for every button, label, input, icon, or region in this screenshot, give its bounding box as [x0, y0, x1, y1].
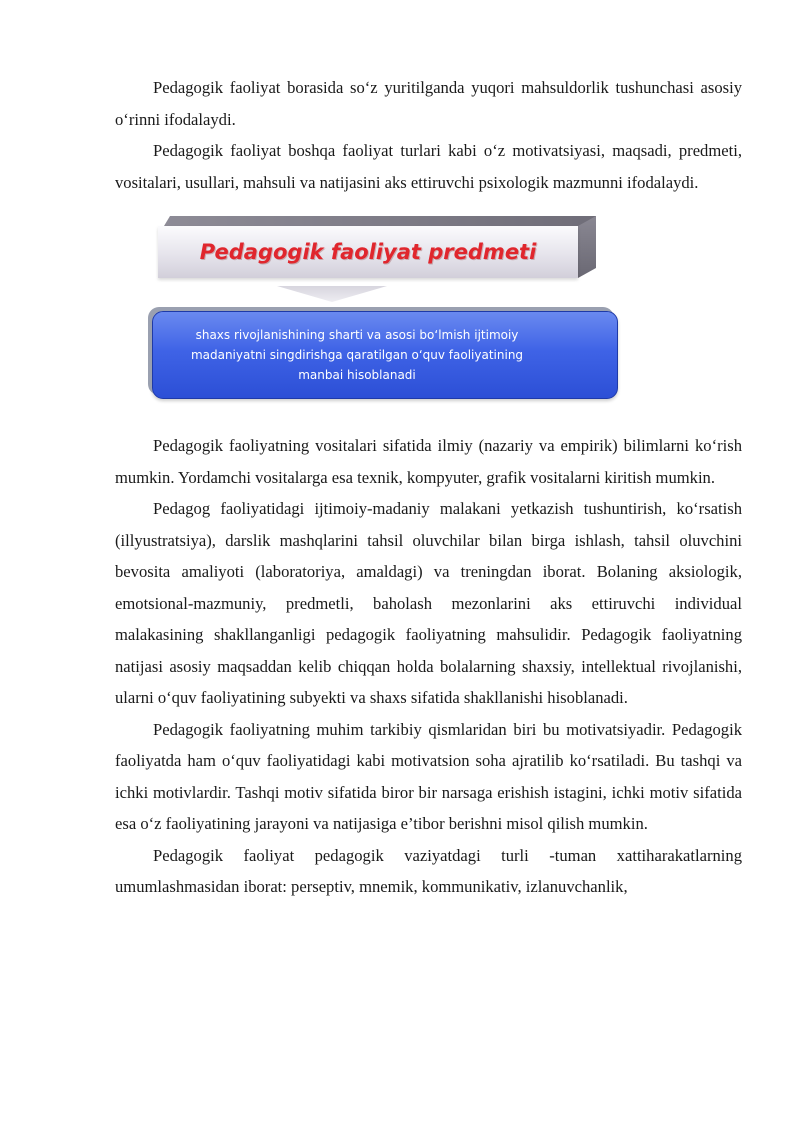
paragraph: Pedagogik faoliyat borasida so‘z yuritilganda yuqori mahsuldorlik tushunchasi asosiy o‘rinni ifodalaydi. [115, 78, 742, 129]
paragraph: Pedagog faoliyatidagi ijtimoiy-madaniy malakani yetkazish tushuntirish, ko‘rsatish (illyustratsiya), darslik mashqlarini tahsil oluvchilar bilan birga ishlash, tahsil oluvchini bevosita amaliyoti (laboratoriya, amaldagi) va treningdan iborat. Bolaning aksiologik, emotsional-mazmuniy, predmetli, baholash mezonlarini aks ettiruvchi individual malakasining shakllanganligi pedagogik faoliyatning mahsulidir. Pedagogik faoliyatning natijasi asosiy maqsaddan kelib chiqqan holda bolalarning shaxsiy, intellektual rivojlanishi, ularni o‘quv faoliyatining subyekti va shaxs sifatida shakllanishi hisoblanadi. [115, 499, 742, 707]
banner-top-bevel [164, 216, 596, 226]
description-text: shaxs rivojlanishining sharti va asosi bo‘lmish ijtimoiy madaniyatni singdirishga qaratilgan o‘quv faoliyatining manbai hisoblanadi [190, 328, 524, 382]
subject-diagram [115, 216, 742, 416]
paragraph: Pedagogik faoliyat pedagogik vaziyatdagi turli -tuman xattiharakatlarning umumlashmasidan iborat: perseptiv, mnemik, kommunikativ, izlanuvchanlik, [115, 845, 742, 896]
diagram-title: Pedagogik faoliyat predmeti [199, 240, 537, 264]
paragraph: Pedagogik faoliyatning muhim tarkibiy qismlaridan biri bu motivatsiyadir. Pedagogik faoliyatda ham o‘quv faoliyatidagi kabi motivatsion soha ajratilib ko‘rsatiladi. Bu tashqi va ichki motivlardir. Tashqi motiv sifatida biror bir narsaga erishish istagini, ichki motiv sifatida esa o‘z faoliyatining jarayoni va natijasiga e’tibor berishni misol qilish mumkin. [115, 719, 742, 833]
down-arrow-icon [277, 286, 387, 302]
description-box [152, 311, 618, 399]
paragraph: Pedagogik faoliyatning vositalari sifatida ilmiy (nazariy va empirik) bilimlarni ko‘rish mumkin. Yordamchi vositalarga esa texnik, kompyuter, grafik vositalarni kiritish mumkin. [115, 436, 742, 487]
paragraph: Pedagogik faoliyat boshqa faoliyat turlari kabi o‘z motivatsiyasi, maqsadi, predmeti, vositalari, usullari, mahsuli va natijasini aks ettiruvchi psixologik mazmunni ifodalaydi. [115, 141, 742, 192]
banner-side-bevel [578, 216, 596, 278]
document-page [115, 72, 742, 903]
title-banner [158, 216, 596, 280]
